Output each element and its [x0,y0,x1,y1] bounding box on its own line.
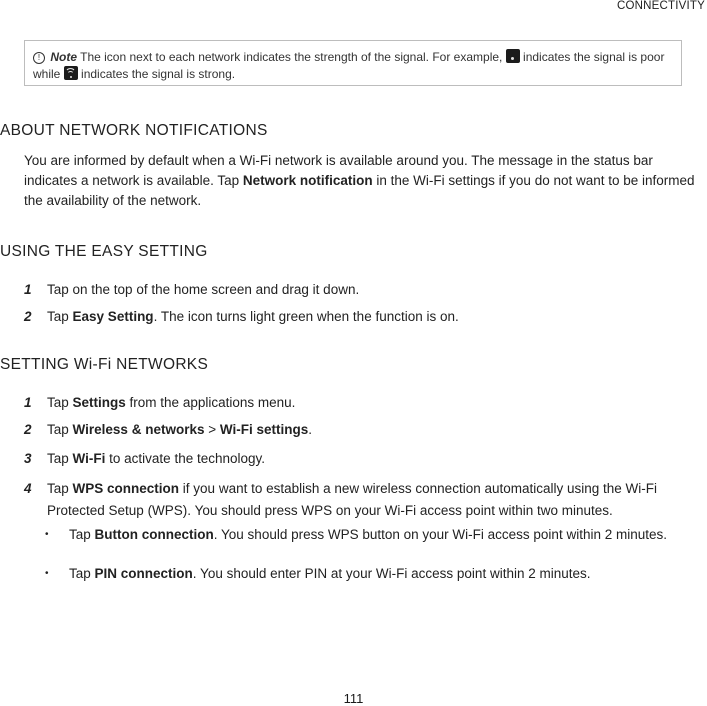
step-text: Tap Settings from the applications menu. [47,395,296,410]
step-number: 1 [24,282,32,297]
info-icon: ! [33,52,45,64]
step-text: Tap WPS connection if you want to establish a new wireless connection automatically using the Wi-Fi Protected Setup (WPS). You should press WPS on your Wi-Fi access point within two minutes. [47,481,658,518]
step-text: Tap Easy Setting. The icon turns light green when the function is on. [47,309,459,324]
step-text: Tap on the top of the home screen and drag it down. [47,282,360,297]
bold-network-notification: Network notification [242,173,373,188]
heading-easy-setting: USING THE EASY SETTING [0,243,208,260]
step-number: 1 [24,395,32,410]
bullet-text: Tap PIN connection. You should enter PIN at your Wi-Fi access point within 2 minutes. [69,566,591,581]
strong-signal-icon [64,66,78,80]
heading-wifi-networks: SETTING Wi-Fi NETWORKS [0,356,209,373]
bullet-text: Tap Button connection. You should press WPS button on your Wi-Fi access point within 2 minutes. [69,527,667,542]
weak-signal-icon [506,49,520,63]
note-text-3: indicates the signal is strong. [77,67,236,81]
step-number: 4 [24,481,32,496]
heading-notifications: ABOUT NETWORK NOTIFICATIONS [0,122,268,139]
page-number: 111 [343,691,364,706]
bullet-glyph: • [45,568,49,579]
note-box [24,40,682,86]
step-text: Tap Wi-Fi to activate the technology. [47,451,266,466]
note-text-2: indicates the signal is poor while [33,50,665,81]
note-label: Note [50,50,78,64]
running-header: CONNECTIVITY [616,0,705,12]
step-number: 2 [24,422,32,437]
note-text-1: The icon next to each network indicates the strength of the signal. For example, [77,50,506,64]
step-number: 3 [24,451,32,466]
step-number: 2 [24,309,32,324]
step-text: Tap Wireless & networks > Wi-Fi settings. [47,422,313,437]
bullet-glyph: • [45,529,49,540]
paragraph-notifications: You are informed by default when a Wi-Fi network is available around you. The message in the status bar indicates a network is available. Tap Network notification in the Wi-Fi settings if you do not want to be informed the availability of the network. [24,153,695,208]
